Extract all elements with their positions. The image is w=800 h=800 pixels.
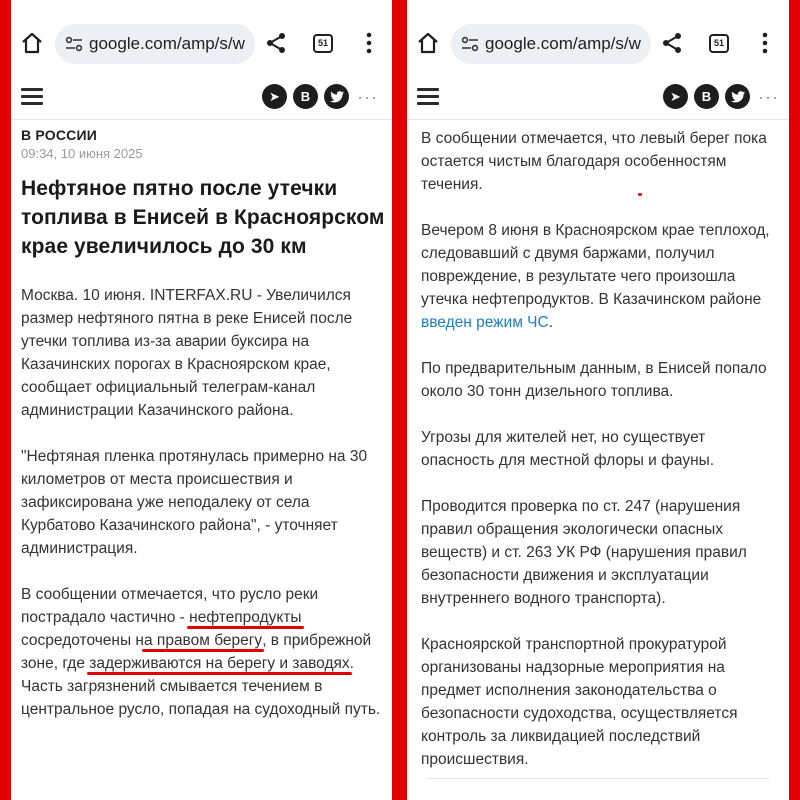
address-bar[interactable] <box>55 24 255 64</box>
browser-toolbar <box>11 0 392 88</box>
right-screenshot <box>407 0 789 800</box>
url-text: google.com/amp/s/w <box>89 34 245 53</box>
hamburger-menu-icon[interactable] <box>417 88 439 108</box>
article-right <box>421 127 783 771</box>
site-header <box>11 88 392 120</box>
paragraph-5: Проводится проверка по ст. 247 (нарушения правил обращения экологически опасных веществ) и ст. 263 УК РФ (нарушения правил безопасности движения и эксплуатации внутреннего водного транспорта). <box>421 498 747 607</box>
left-screenshot <box>11 0 392 800</box>
paragraph-2: "Нефтяная пленка протянулась примерно на 30 километров от места происшествия и зафиксирована уже неподалеку от села Курбатово Казачинского района", - уточняет администрация. <box>21 448 368 557</box>
highlight-underline: задерживаются на берегу и заводях <box>89 655 350 672</box>
browser-toolbar <box>407 0 789 88</box>
article-headline: Нефтяное пятно после утечки топлива в Енисей в Красноярском крае увеличилось до 30 км <box>21 177 385 258</box>
article-left <box>21 127 386 721</box>
home-icon[interactable] <box>17 28 47 58</box>
highlight-underline: а правом берегу <box>144 632 263 649</box>
vk-icon[interactable]: B <box>694 84 719 109</box>
tab-count: 51 <box>709 34 729 53</box>
share-icon[interactable] <box>657 28 687 58</box>
more-vert-icon[interactable] <box>752 28 778 58</box>
share-icon[interactable] <box>261 28 291 58</box>
more-vert-icon[interactable] <box>356 28 382 58</box>
home-icon[interactable] <box>413 28 443 58</box>
highlight-underline: нефтепродукты <box>189 609 302 626</box>
paragraph-6: Красноярской транспортной прокуратурой организованы надзорные мероприятия на предмет исполнения законодательства о безопасности судоходства, осуществляется контроль за ликвидацией последствий происшествия. <box>421 636 738 768</box>
tab-switcher-button[interactable] <box>706 30 732 56</box>
divider <box>427 778 769 779</box>
hamburger-menu-icon[interactable] <box>21 88 43 108</box>
url-text: google.com/amp/s/w <box>485 34 641 53</box>
social-links <box>663 84 779 109</box>
twitter-icon[interactable] <box>725 84 750 109</box>
address-bar[interactable] <box>451 24 651 64</box>
highlight-underline: левый берег пока остается чистым благодаря особенностям течения. <box>421 130 767 193</box>
article-rubric[interactable]: В РОССИИ <box>21 127 97 143</box>
site-settings-icon[interactable] <box>65 36 83 52</box>
twitter-icon[interactable] <box>324 84 349 109</box>
telegram-icon[interactable]: ➤ <box>262 84 287 109</box>
more-horiz-icon[interactable]: ··· <box>357 86 378 107</box>
paragraph-4: Угрозы для жителей нет, но существует опасность для местной флоры и фауны. <box>421 429 715 469</box>
social-links <box>262 84 378 109</box>
site-header <box>407 88 789 120</box>
paragraph-3: В сообщении отмечается, что русло реки пострадало частично - нефтепродукты сосредоточены на правом берегу, в прибрежной зоне, где задерживаются на берегу и заводях. Часть загрязнений смывается течением в центральное русло, попадая на судоходный путь. <box>21 586 381 718</box>
site-settings-icon[interactable] <box>461 36 479 52</box>
paragraph-3: По предварительным данным, в Енисей попало около 30 тонн дизельного топлива. <box>421 360 767 400</box>
telegram-icon[interactable]: ➤ <box>663 84 688 109</box>
paragraph-1: Москва. 10 июня. INTERFAX.RU - Увеличился размер нефтяного пятна в реке Енисей после утечки топлива из-за аварии буксира на Казачинских порогах в Красноярском крае, сообщает официальный телеграм-канал администрации Казачинского района. <box>21 287 353 419</box>
more-horiz-icon[interactable]: ··· <box>758 86 779 107</box>
paragraph-1: В сообщении отмечается, что левый берег пока остается чистым благодаря особенностям течения. <box>421 130 767 193</box>
tab-count: 51 <box>313 34 333 53</box>
paragraph-2: Вечером 8 июня в Красноярском крае теплоход, следовавший с двумя баржами, получил повреждение, в результате чего произошла утечка нефтепродуктов. В Казачинском районе введен режим ЧС. <box>421 222 770 331</box>
article-date: 09:34, 10 июня 2025 <box>21 146 143 161</box>
tab-switcher-button[interactable] <box>310 30 336 56</box>
emergency-link[interactable]: введен режим ЧС <box>421 314 549 331</box>
vk-icon[interactable]: B <box>293 84 318 109</box>
